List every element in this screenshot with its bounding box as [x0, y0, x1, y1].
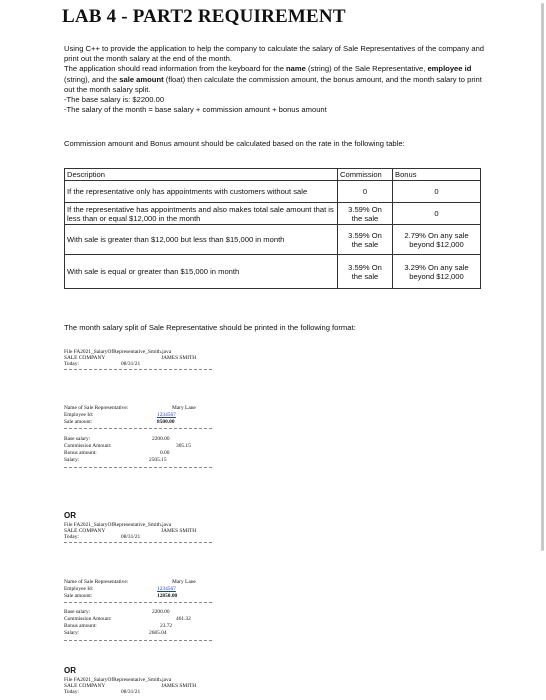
table-row: [65, 255, 481, 289]
header-bonus: Bonus: [393, 169, 481, 181]
sample-company: SALE COMPANY: [64, 683, 106, 689]
sample-company: SALE COMPANY: [64, 528, 106, 534]
requirement-text: [64, 44, 494, 115]
sample-date: 08/31/21: [121, 534, 141, 540]
sample-today-label: Today:: [64, 689, 79, 695]
table-row: [65, 181, 481, 203]
sample-sale: 12850.00: [157, 593, 178, 599]
sample-sale: 8500.00: [157, 419, 175, 425]
sample-comm: 461.32: [176, 616, 191, 622]
row-bonus: 2.79% On any sale beyond $12,000: [393, 225, 481, 255]
divider: [64, 542, 212, 543]
row-description: If the representative only has appointments with customers without sale: [65, 181, 338, 203]
sample-base: 2200.00: [152, 436, 170, 442]
sample-name-label: Name of Sale Representative:: [64, 405, 129, 411]
header-description: Description: [65, 169, 338, 181]
sample-comm: 305.15: [176, 443, 191, 449]
employee-id-emphasis: employee id: [427, 64, 472, 74]
intro-line-3: -The base salary is: $2200.00: [64, 95, 165, 105]
sample-sale-label: Sale amount:: [64, 419, 93, 425]
sample-output-2: [64, 522, 224, 647]
row-commission: 3.59% On the sale: [338, 225, 393, 255]
name-emphasis: name: [286, 64, 306, 74]
split-intro: The month salary split of Sale Representative should be printed in the following format:: [64, 323, 356, 332]
divider: [64, 640, 212, 641]
sample-file: File FA2021_SalaryOfRepresentative_Smith.java: [64, 349, 172, 355]
vertical-scrollbar[interactable]: [541, 3, 544, 551]
sample-salary-label: Salary:: [64, 630, 80, 636]
table-row: [65, 203, 481, 225]
sample-output-1: [64, 349, 224, 474]
header-commission: Commission: [338, 169, 393, 181]
sample-company: SALE COMPANY: [64, 355, 106, 361]
row-description: With sale is greater than $12,000 but less than $15,000 in month: [65, 225, 338, 255]
sample-bonus: 23.72: [160, 623, 173, 629]
sample-comm-label: Commission Amount:: [64, 443, 112, 449]
row-description: If the representative has appointments and also makes total sale amount that is less than or equal $12,000 in the month: [65, 203, 338, 225]
sample-today-label: Today:: [64, 534, 79, 540]
intro-line-1: Using C++ to provide the application to help the company to calculate the salary of Sale Representatives of the company and print out the month salary at the end of the month.: [64, 44, 485, 64]
sample-output-3: [64, 677, 224, 700]
intro-line-2: The application should read information from the keyboard for the name (string) of the Sale Representative, employee id (string), and the sale amount (float) then calculate the commission amount, the bonus amount, and the month salary to print out the month salary split.: [64, 64, 482, 94]
table-intro: Commission amount and Bonus amount should be calculated based on the rate in the following table:: [64, 139, 405, 148]
sample-author: JAMES SMITH: [161, 355, 197, 361]
or-label: OR: [64, 511, 76, 520]
divider: [64, 602, 212, 603]
row-bonus: 3.29% On any sale beyond $12,000: [393, 255, 481, 289]
sample-comm-label: Commission Amount:: [64, 616, 112, 622]
sample-base-label: Base salary:: [64, 436, 91, 442]
sample-salary: 2685.04: [149, 630, 167, 636]
sample-author: JAMES SMITH: [161, 683, 197, 689]
sample-base-label: Base salary:: [64, 609, 91, 615]
row-commission: 3.59% On the sale: [338, 203, 393, 225]
intro-line-4: -The salary of the month = base salary + commission amount + bonus amount: [64, 105, 327, 115]
row-commission: 3.59% On the sale: [338, 255, 393, 289]
row-commission: 0: [338, 181, 393, 203]
sample-id-label: Employee Id:: [64, 586, 94, 592]
row-bonus: 0: [393, 203, 481, 225]
sample-name: Mary Lane: [172, 405, 196, 411]
or-label: OR: [64, 666, 76, 675]
sample-id: 1234567: [157, 412, 176, 418]
row-description: With sale is equal or greater than $15,000 in month: [65, 255, 338, 289]
sample-date: 08/31/21: [121, 689, 141, 695]
sample-base: 2200.00: [152, 609, 170, 615]
table-header-row: [65, 169, 481, 181]
sample-today-label: Today:: [64, 361, 79, 367]
divider: [64, 467, 212, 468]
sample-author: JAMES SMITH: [161, 528, 197, 534]
sample-bonus: 0.00: [160, 450, 170, 456]
sample-salary: 2505.15: [149, 457, 167, 463]
sample-file: File FA2021_SalaryOfRepresentative_Smith.java: [64, 522, 172, 528]
divider: [64, 428, 212, 429]
sample-id: 1234567: [157, 586, 176, 592]
sample-bonus-label: Bonus amount:: [64, 623, 97, 629]
sample-name: Mary Lane: [172, 579, 196, 585]
sale-amount-emphasis: sale amount: [119, 74, 164, 84]
sample-id-label: Employee Id:: [64, 412, 94, 418]
table-row: [65, 225, 481, 255]
page-title: LAB 4 - PART2 REQUIREMENT: [62, 6, 346, 27]
sample-sale-label: Sale amount:: [64, 593, 93, 599]
rate-table: [64, 168, 481, 289]
sample-date: 08/31/21: [121, 361, 141, 367]
sample-salary-label: Salary:: [64, 457, 80, 463]
row-bonus: 0: [393, 181, 481, 203]
sample-name-label: Name of Sale Representative:: [64, 579, 129, 585]
divider: [64, 369, 212, 370]
sample-bonus-label: Bonus amount:: [64, 450, 97, 456]
sample-file: File FA2021_SalaryOfRepresentative_Smith.java: [64, 677, 172, 683]
